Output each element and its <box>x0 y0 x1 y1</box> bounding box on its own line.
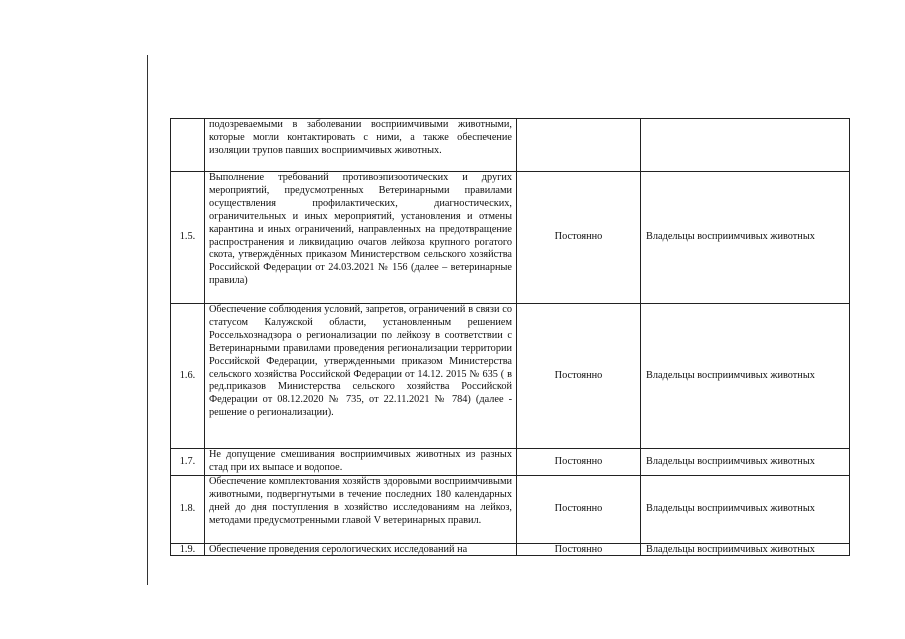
measure-term <box>517 119 641 172</box>
row-number: 1.7. <box>171 449 205 476</box>
responsible-party: Владельцы восприимчивых животных <box>641 544 850 556</box>
measure-term: Постоянно <box>517 304 641 449</box>
responsible-party: Владельцы восприимчивых животных <box>641 476 850 544</box>
row-number: 1.5. <box>171 172 205 304</box>
page-margin-line <box>147 55 148 585</box>
row-number <box>171 119 205 172</box>
responsible-party: Владельцы восприимчивых животных <box>641 304 850 449</box>
measure-term: Постоянно <box>517 172 641 304</box>
row-number: 1.6. <box>171 304 205 449</box>
responsible-party <box>641 119 850 172</box>
measure-description: подозреваемыми в заболевании восприимчивыми животными, которые могли контактировать с ними, а также обеспечение изоляции трупов павших восприимчивых животных. <box>205 119 517 172</box>
measure-description: Обеспечение соблюдения условий, запретов, ограничений в связи со статусом Калужской области, установленным решением Россельхознадзора о регионализации по лейкозу в соответствии с Ветеринарными правилами проведения регионализации территории Российской Федерации, утвержденными приказом Министерства сельского хозяйства Российской Федерации от 14.12. 2015 № 635 ( в ред.приказов Министерства сельского хозяйства Российской Федерации от 08.12.2020 № 735, от 22.11.2021 № 784) (далее - решение о регионализации). <box>205 304 517 449</box>
table-row <box>171 449 850 476</box>
table-row <box>171 304 850 449</box>
measure-term: Постоянно <box>517 476 641 544</box>
measure-description: Выполнение требований противоэпизоотических и других мероприятий, предусмотренных Ветеринарными правилами осуществления профилактических, диагностических, ограничительных и иных мероприятий, установления и отмены карантина и иных ограничений, направленных на предотвращение распространения и ликвидацию очагов лейкоза крупного рогатого скота, утверждённых приказом Министерством сельского хозяйства Российской Федерации от 24.03.2021 № 156 (далее – ветеринарные правила) <box>205 172 517 304</box>
row-number: 1.9. <box>171 544 205 556</box>
measures-table <box>170 118 850 556</box>
measure-description: Обеспечение проведения серологических исследований на <box>205 544 517 556</box>
row-number: 1.8. <box>171 476 205 544</box>
table-row <box>171 119 850 172</box>
responsible-party: Владельцы восприимчивых животных <box>641 172 850 304</box>
table-row <box>171 476 850 544</box>
measure-description: Обеспечение комплектования хозяйств здоровыми восприимчивыми животными, подвергнутыми в течение последних 180 календарных дней до дня поступления в хозяйство исследованиям на лейкоз, методами предусмотренными главой V ветеринарных правил. <box>205 476 517 544</box>
measure-description: Не допущение смешивания восприимчивых животных из разных стад при их выпасе и водопое. <box>205 449 517 476</box>
table-row <box>171 544 850 556</box>
measure-term: Постоянно <box>517 449 641 476</box>
measure-term: Постоянно <box>517 544 641 556</box>
responsible-party: Владельцы восприимчивых животных <box>641 449 850 476</box>
table-row <box>171 172 850 304</box>
